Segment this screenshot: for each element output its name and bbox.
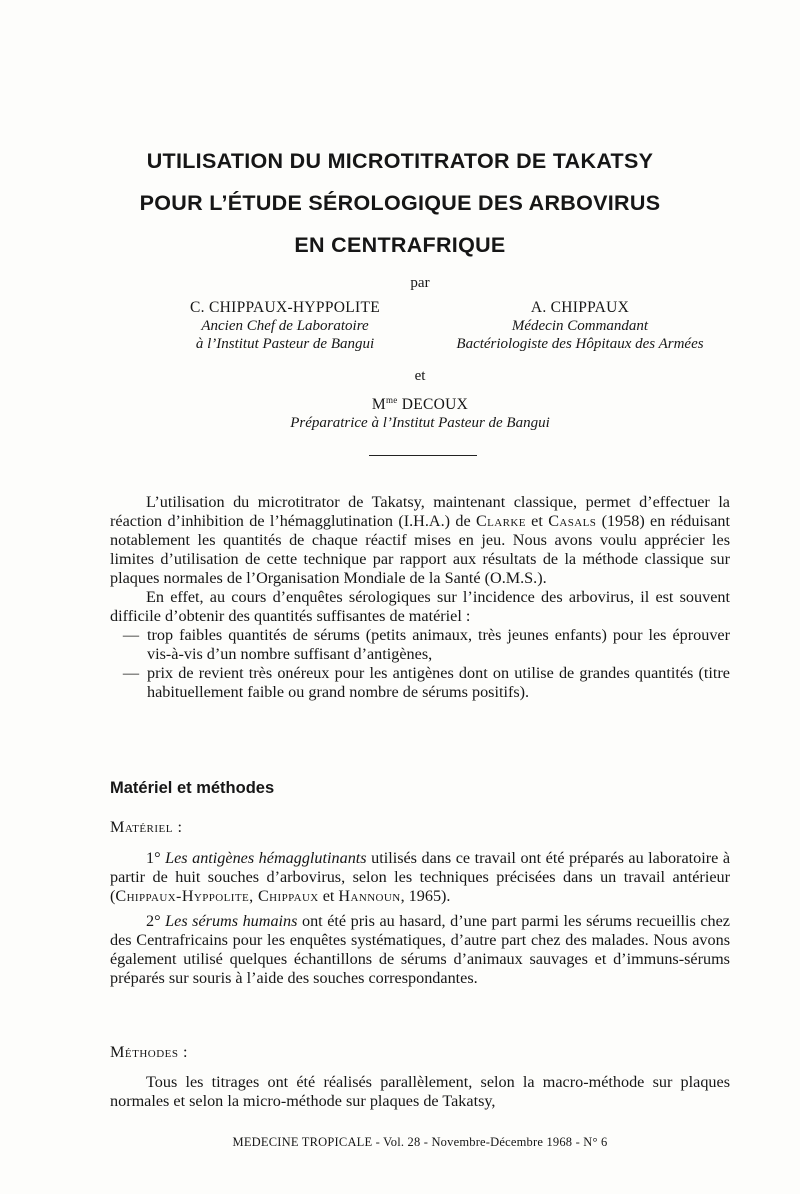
title-line-2: POUR L’ÉTUDE SÉROLOGIQUE DES ARBOVIRUS [139, 191, 661, 215]
methodes-block [110, 1073, 730, 1111]
materiel-item-2: 2° Les sérums humains ont été pris au hasard, d’une part parmi les sérums recueillis chez des Centrafricains pour les enquêtes systématiques, d’autre part chez des malades. Nous avons également utilisé quelques échantillons de sérums d’animaux sauvages et d’immuns-sérums préparés sur souris à l’aide des souches correspondantes. [110, 912, 730, 987]
section-heading: Matériel et méthodes [110, 779, 275, 797]
author-3 [250, 391, 590, 432]
author-1-role-line-1: Ancien Chef de Laboratoire [201, 318, 369, 334]
intro-block [110, 493, 730, 702]
author-1 [160, 299, 410, 353]
list-item [110, 626, 730, 664]
materiel-item-1: 1° Les antigènes hémagglutinants utilisés dans ce travail ont été préparés au laboratoire à partir de huit souches d’arbovirus, selon les techniques précisées dans un travail antérieur (Chippaux-Hyppolite, Chippaux et Hannoun, 1965). [110, 849, 730, 905]
title-line-3: EN CENTRAFRIQUE [294, 233, 506, 257]
intro-paragraph-2: En effet, au cours d’enquêtes sérologiques sur l’incidence des arbovirus, il est souvent difficile d’obtenir des quantités suffisantes de matériel : [110, 588, 730, 625]
dash-marker: — [122, 664, 139, 682]
list-item-text: prix de revient très onéreux pour les antigènes dont on utilise de grandes quantités (titre habituellement faible ou grand nombre de sérums positifs). [147, 664, 730, 701]
journal-footer: MEDECINE TROPICALE - Vol. 28 - Novembre-Décembre 1968 - N° 6 [232, 1135, 608, 1149]
author-3-role: Préparatrice à l’Institut Pasteur de Bangui [290, 415, 550, 431]
methodes-paragraph: Tous les titrages ont été réalisés parallèlement, selon la macro-méthode sur plaques normales et selon la micro-méthode sur plaques de Takatsy, [110, 1073, 730, 1110]
author-2 [430, 299, 730, 353]
author-2-role-line-1: Médecin Commandant [511, 318, 649, 334]
separator-rule [369, 455, 477, 456]
and-label: et [414, 368, 426, 384]
author-2-name: A. CHIPPAUX [530, 299, 630, 316]
materiel-block [110, 849, 730, 988]
list-item [110, 664, 730, 702]
by-label: par [410, 275, 430, 291]
list-item-text: trop faibles quantités de sérums (petits animaux, très jeunes enfants) pour les éprouver vis-à-vis d’un nombre suffisant d’antigènes, [147, 626, 730, 663]
title-line-1: UTILISATION DU MICROTITRATOR DE TAKATSY [146, 149, 654, 173]
methodes-subheading: Méthodes : [110, 1043, 189, 1061]
author-1-role-line-2: à l’Institut Pasteur de Bangui [195, 336, 375, 352]
materiel-subheading: Matériel : [110, 818, 183, 836]
intro-paragraph-1: L’utilisation du microtitrator de Takatsy, maintenant classique, permet d’effectuer la réaction d’inhibition de l’hémagglutination (I.H.A.) de Clarke et Casals (1958) en réduisant notablement les quantités de chaque réactif mises en jeu. Nous avons voulu apprécier les limites d’utilisation de cette technique par rapport aux résultats de la méthode classique sur plaques normales de l’Organisation Mondiale de la Santé (O.M.S.). [110, 493, 730, 587]
dash-marker: — [122, 626, 139, 644]
author-3-name: $M^{me}$ DECOUX [371, 395, 469, 413]
author-1-name: C. CHIPPAUX-HYPPOLITE [189, 299, 381, 316]
author-2-role-line-2: Bactériologiste des Hôpitaux des Armées [456, 336, 704, 352]
